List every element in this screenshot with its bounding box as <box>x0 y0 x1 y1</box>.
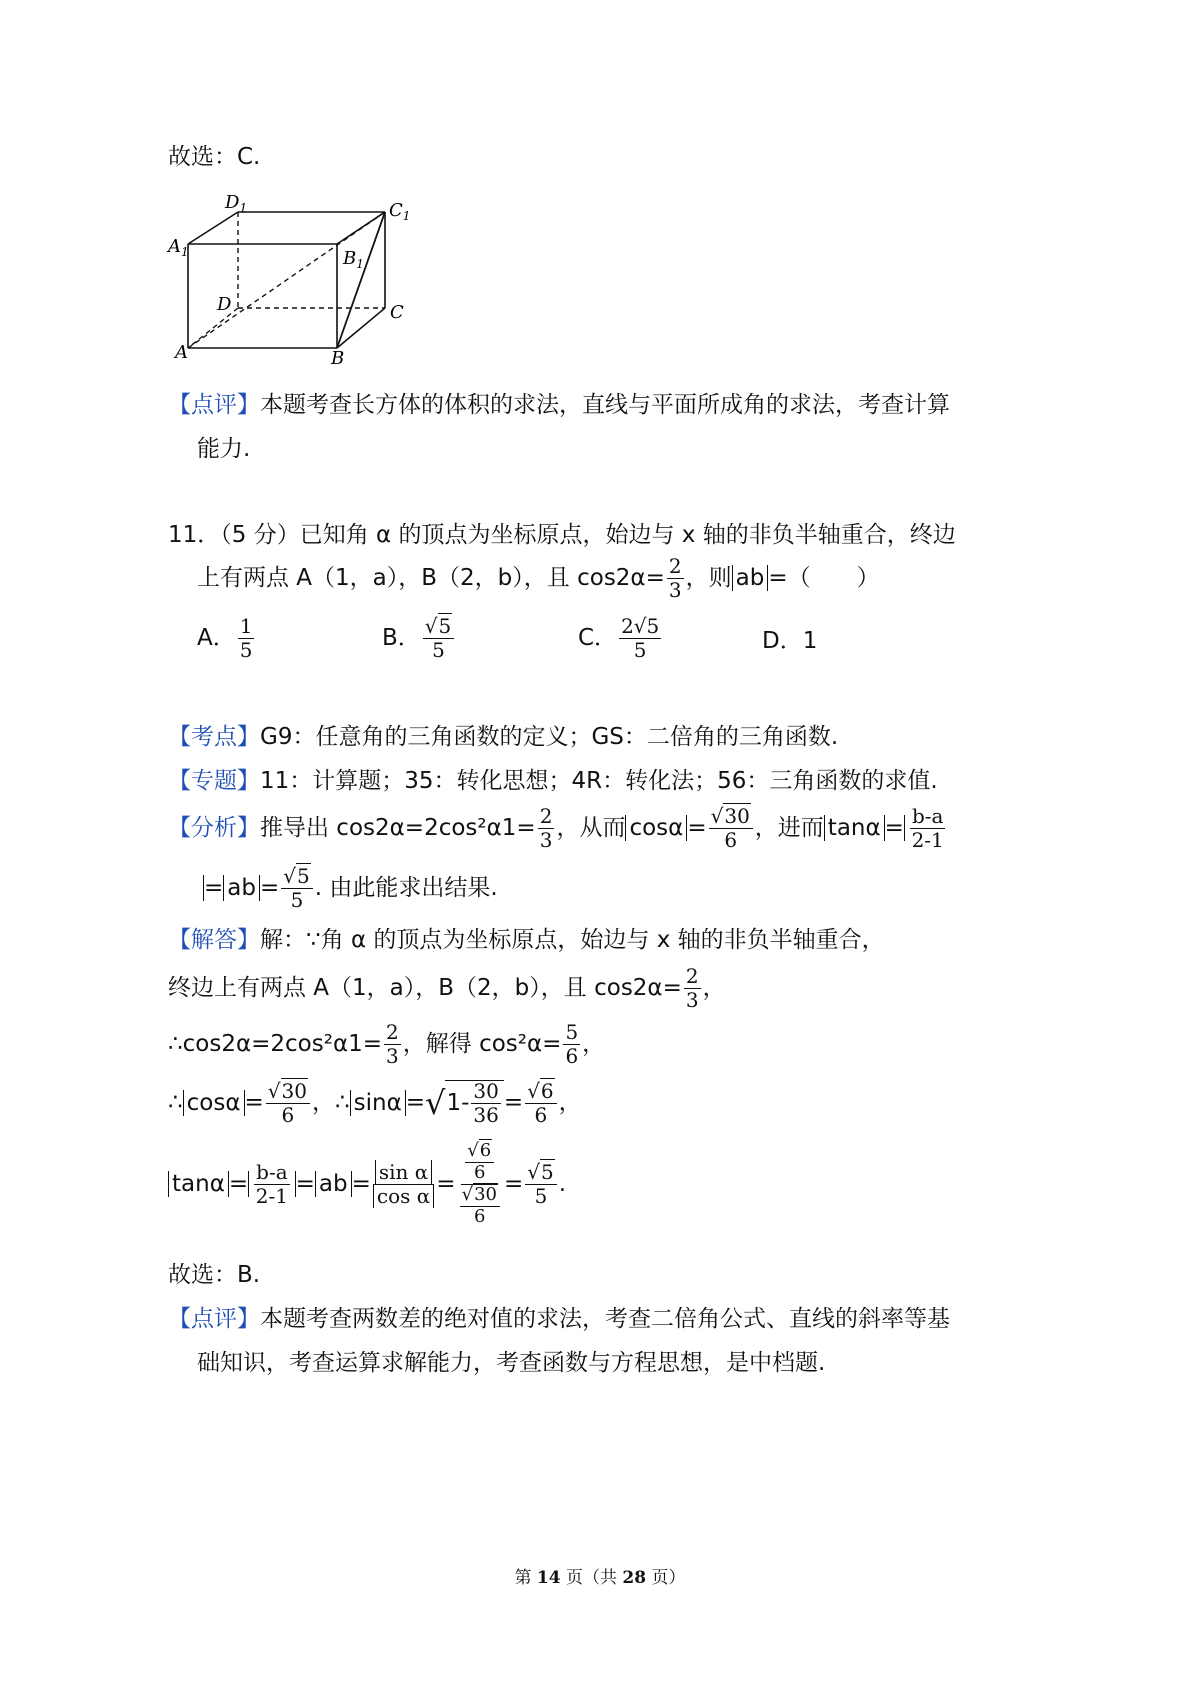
option-c: C． $\frac{2√5}{5}$ <box>578 614 660 662</box>
fraction-2-3: $\frac{2}{3}$ <box>668 554 682 602</box>
kaodian: 【考点】G9：任意角的三角函数的定义；GS：二倍角的三角函数. <box>168 724 839 750</box>
review-tag: 【点评】 <box>168 392 260 418</box>
review-text-cont: 能力. <box>197 436 251 462</box>
jieda-line2: 终边上有两点 A（1，a），B（2，b），且 cos2α= $\frac{2}{3}$ ， <box>168 964 726 1012</box>
question-11-line2: 上有两点 A（1，a），B（2，b），且 cos2α= $\frac{2}{3}$ ，则 a﻿b =（ ） <box>197 554 880 602</box>
fenxi-line2: = a﻿b = $\frac{√5}{5}$ . 由此能求出结果. <box>197 866 498 911</box>
jieda-line5: tanα = $\frac{b-a}{2-1}$ = a﻿b = $\frac{\text{sin α}}{\text{cos α}}$ = $\frac{\frac{√6}{6}}{\frac{√30}{6}}$ = $\frac{√5}{5}$ . <box>168 1142 566 1227</box>
jieda-line1: 【解答】解：∵角 α 的顶点为坐标原点，始边与 x 轴的非负半轴重合， <box>168 927 885 953</box>
label-D1: $D_1$ <box>225 192 248 215</box>
option-a: A． $\frac{1}{5}$ <box>197 614 253 662</box>
page-number: 14 <box>536 1568 561 1588</box>
review-text: 本题考查长方体的体积的求法，直线与平面所成角的求法，考查计算 <box>260 392 950 418</box>
zhuanti: 【专题】11：计算题；35：转化思想；4R：转化法；56：三角函数的求值. <box>168 768 938 794</box>
final-answer: 故选：B. <box>168 1262 261 1288</box>
label-A: A <box>175 342 188 363</box>
abs-a-minus-b: a﻿b <box>732 565 769 591</box>
label-B1: $B_1$ <box>343 248 364 271</box>
review-paragraph-1 <box>168 394 950 417</box>
question-11-line1: 11．（5 分）已知角 α 的顶点为坐标原点，始边与 x 轴的非负半轴重合，终边 <box>168 522 956 548</box>
cuboid-figure <box>165 190 425 370</box>
page-footer: 第 14 页（共 28 页） <box>514 1568 686 1588</box>
previous-answer: 故选：C. <box>168 144 261 170</box>
page-total: 28 <box>622 1568 647 1588</box>
label-D: D <box>217 294 232 315</box>
label-C1: $C_1$ <box>389 200 411 223</box>
review-text-2-cont: 础知识，考查运算求解能力，考查函数与方程思想，是中档题. <box>197 1350 826 1376</box>
fenxi-line1: 【分析】推导出 cos2α=2cos²α﻿1= $\frac{2}{3}$ ，从而 cosα = $\frac{√30}{6}$ ，进而 tanα = $\frac{b-a}{2-1}$ <box>168 806 950 851</box>
label-B: B <box>331 348 345 369</box>
jieda-line3: ∴cos2α=2cos²α﻿1= $\frac{2}{3}$ ，解得 cos²α= $\frac{5}{6}$ ， <box>168 1020 606 1068</box>
option-d: D．1 <box>762 628 818 654</box>
option-b: B． $\frac{√5}{5}$ <box>382 616 456 661</box>
label-A1: $A_1$ <box>168 236 189 259</box>
jieda-line4: ∴ cosα = $\frac{√30}{6}$ ，∴ sinα =√ 1- $\frac{30}{36}$ = $\frac{√6}{6}$ ， <box>168 1078 582 1127</box>
label-C: C <box>390 302 404 323</box>
review-paragraph-2: 【点评】本题考查两数差的绝对值的求法，考查二倍角公式、直线的斜率等基 <box>168 1306 950 1332</box>
